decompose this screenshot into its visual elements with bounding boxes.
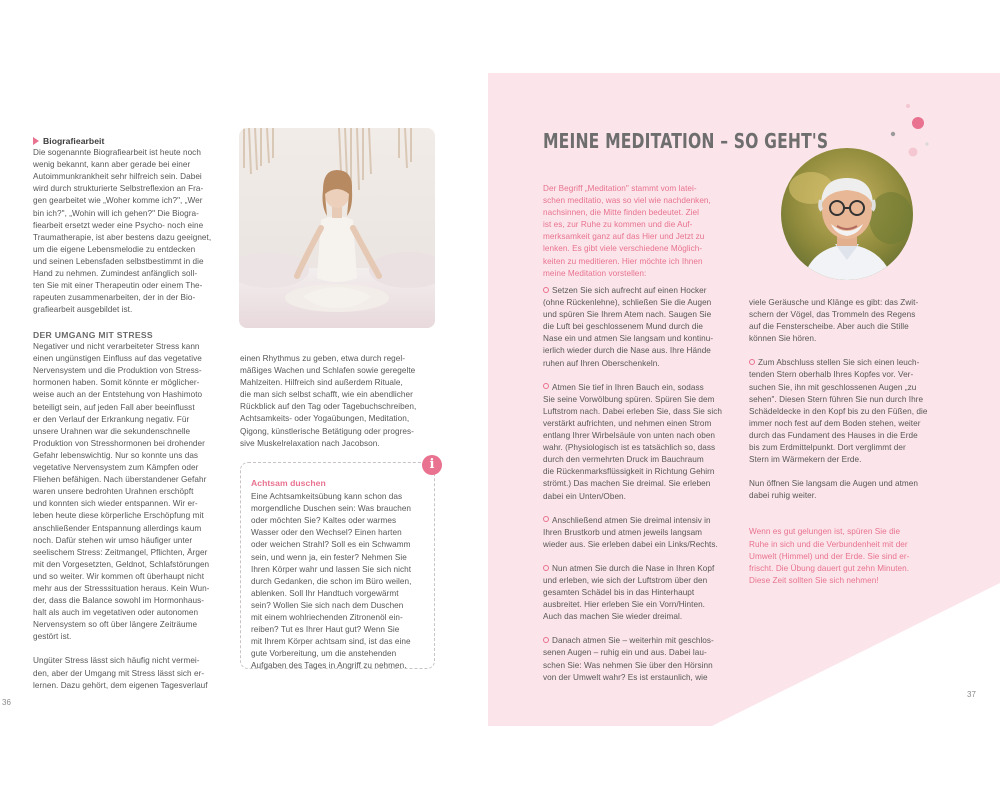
text-line <box>33 523 233 535</box>
text-line-content: rapeuten zusammenarbeiten, der in der Bio- <box>33 293 196 303</box>
middle-column <box>240 353 440 450</box>
text-line-content: Nervensystem und die Produktion von Stress- <box>33 366 202 376</box>
text-line <box>543 345 743 357</box>
text-line <box>240 377 440 389</box>
text-line <box>240 438 440 450</box>
text-line <box>251 515 424 527</box>
text-line <box>543 268 773 280</box>
text-line <box>749 563 949 575</box>
text-line-content: Hand zu nehmen. Zumindest anfänglich soll- <box>33 269 198 279</box>
text-line-content: Aufgaben des Tages in Angriff zu nehmen. <box>251 661 407 671</box>
text-line <box>543 183 773 195</box>
text-line-content: dabei ruhig weiter. <box>749 491 817 501</box>
info-icon: i <box>422 455 442 475</box>
text-line <box>251 491 424 503</box>
text-line-content: Atmen Sie tief in Ihren Bauch ein, sodass <box>552 382 704 392</box>
text-line <box>543 309 743 321</box>
text-line <box>749 406 949 418</box>
text-line-content: viele Geräusche und Klänge es gibt: das Zwit- <box>749 298 919 307</box>
text-line <box>33 668 233 680</box>
text-line <box>749 333 949 345</box>
text-line-content: Ruhe in sich und die Verbundenheit mit der <box>749 539 908 549</box>
meditation-step <box>543 285 743 370</box>
text-line <box>543 382 743 394</box>
text-line <box>749 575 949 587</box>
text-line-content: weise auch an der Entstehung von Hashimoto <box>33 390 203 400</box>
text-line <box>33 147 233 159</box>
triangle-arrow-icon <box>33 137 39 145</box>
text-line-content: Der Begriff „Meditation" stammt vom latei- <box>543 184 697 193</box>
text-line <box>33 547 233 559</box>
text-line-content: sein? Wollen Sie sich nach dem Duschen <box>251 600 404 610</box>
text-line-content: Achtsamkeits- oder Yogaübungen, Meditation, <box>240 414 410 424</box>
text-line-content: Ihren Körper wahr und lassen Sie sich nicht <box>251 564 412 574</box>
text-line <box>543 587 743 599</box>
text-line-content: anschließender Entspannung allerdings kaum <box>33 523 202 533</box>
text-line-content: ausbreitet. Hier erleben Sie ein Vorn/Hinten. <box>543 600 705 610</box>
text-line-content: morgendliche Duschen sein: Was brauchen <box>251 504 412 514</box>
text-line <box>251 636 424 648</box>
text-line-content: lenken. Es gibt viele verschiedene Möglich- <box>543 244 703 254</box>
text-line-content: wieder aus. Sie erleben dabei ein Links/Rechts. <box>543 539 718 549</box>
page-number-right: 37 <box>967 690 976 699</box>
text-line-content: und konnten sich wieder entspannen. Wir er- <box>33 499 198 509</box>
text-line <box>33 304 233 316</box>
decorative-dots <box>880 100 940 170</box>
text-line <box>543 207 773 219</box>
text-line <box>251 527 424 539</box>
text-line-content: Rückblick auf den Tag oder Tagebuchschreiben, <box>240 402 417 412</box>
text-line-content: einen Rhythmus zu geben, etwa durch regel- <box>240 354 406 363</box>
text-line <box>543 285 743 297</box>
text-line <box>749 297 949 309</box>
text-line-content: auf die Fensterscheibe. Aber auch die Stille <box>749 322 909 332</box>
text-line-content: halt als auch im vegetativen oder autonomen <box>33 608 199 618</box>
text-line-content: die Luft bei geschlossenem Mund durch die <box>543 322 703 332</box>
text-line <box>33 450 233 462</box>
text-line-content: lernen. Dazu gehört, dem eigenen Tagesverlauf <box>33 680 208 690</box>
text-line <box>543 539 743 551</box>
text-line <box>251 539 424 551</box>
text-line-content: tenden Stern oberhalb Ihres Kopfes vor. Ver- <box>749 370 914 380</box>
text-line <box>251 588 424 600</box>
text-line-content: strömt.) Das machen Sie dreimal. Sie erleben <box>543 479 711 489</box>
text-line-content: meine Meditation vorstellen: <box>543 268 647 278</box>
text-line-content: fiearbeit ersetzt weder eine Psycho- noch eine <box>33 220 204 230</box>
open-eyes-paragraph <box>749 478 949 502</box>
text-line <box>251 552 424 564</box>
text-line <box>749 526 949 538</box>
circle-bullet-icon <box>749 359 755 365</box>
text-line <box>33 426 233 438</box>
text-line-content: die Rückenmarksflüssigkeit in Richtung Gehirn <box>543 467 715 477</box>
text-line-content: sehen". Diesen Stern führen Sie nun durch Ihre <box>749 394 924 404</box>
text-line <box>543 297 743 309</box>
text-line <box>543 321 743 333</box>
bio-heading-text: Biografiearbeit <box>43 136 105 146</box>
text-line <box>543 478 743 490</box>
text-line <box>33 680 233 692</box>
text-line <box>33 498 233 510</box>
text-line-content: Autoimmunkrankheit sehr hilfreich sein. Dabei <box>33 172 202 182</box>
text-line <box>543 563 743 575</box>
text-line-content: können Sie hören. <box>749 334 817 344</box>
text-line <box>251 648 424 660</box>
text-line-content: bin ich?", „Wohin will ich gehen?" Die Biogra- <box>33 208 199 218</box>
text-line <box>543 406 743 418</box>
text-line <box>251 624 424 636</box>
text-line <box>543 575 743 587</box>
text-line-content: suchen Sie, ihn mit geschlossenen Augen „zu <box>749 382 917 392</box>
text-line <box>543 442 743 454</box>
page-title: MEINE MEDITATION – SO GEHT'S <box>543 129 829 153</box>
text-line-content: Luftstrom nach. Dabei erleben Sie, dass Sie sich <box>543 406 722 416</box>
text-line-content: Mahlzeiten. Hilfreich sind außerdem Rituale, <box>240 378 403 388</box>
text-line-content: Qigong, künstlerische Betätigung oder progres- <box>240 426 414 436</box>
text-line <box>33 208 233 220</box>
text-line <box>33 195 233 207</box>
meditation-step <box>543 382 743 503</box>
text-line-content: schern der Vögel, das Trommeln des Regens <box>749 310 916 320</box>
meditation-step <box>543 635 743 683</box>
text-line-content: sein, und wenn ja, ein fester? Nehmen Sie <box>251 552 407 562</box>
text-line-content: Produktion von Stresshormonen bei drohender <box>33 438 205 448</box>
middle-paragraph <box>240 353 440 450</box>
text-line-content: dabei ein Unten/Oben. <box>543 491 626 501</box>
text-line-content: reiben? Tut es Ihrer Haut gut? Wenn Sie <box>251 625 400 635</box>
text-line-content: ten Sie mit einer Therapeutin oder einem The- <box>33 281 203 291</box>
text-line <box>33 256 233 268</box>
text-line <box>251 600 424 612</box>
text-line <box>543 491 743 503</box>
text-line-content: beteiligt sein, auf jeden Fall aber beeinflusst <box>33 402 195 412</box>
text-line <box>33 183 233 195</box>
text-line-content: Umwelt (Himmel) und der Erde. Sie sind er- <box>749 551 910 561</box>
intro-section <box>543 183 773 280</box>
text-line-content: Diese Zeit sollten Sie sich nehmen! <box>749 575 879 585</box>
text-line <box>543 358 743 370</box>
info-box-title: Achtsam duschen <box>251 478 326 488</box>
text-line-content: Negativer und nicht verarbeiteter Stress kann <box>33 342 200 352</box>
text-line <box>749 454 949 466</box>
text-line <box>33 571 233 583</box>
text-line-content: Zum Abschluss stellen Sie sich einen leuch- <box>758 358 920 368</box>
text-line-content: Anschließend atmen Sie dreimal intensiv in <box>552 515 711 525</box>
text-line-content: durch Gedanken, die schon im Büro weilen, <box>251 576 412 586</box>
text-line-content: Wenn es gut gelungen ist, spüren Sie die <box>749 527 901 537</box>
text-line <box>240 353 440 365</box>
text-line <box>33 377 233 389</box>
text-line-content: Eine Achtsamkeitsübung kann schon das <box>251 492 403 502</box>
text-line <box>33 535 233 547</box>
text-line <box>543 635 743 647</box>
info-box-text <box>251 491 424 672</box>
text-line-content: schen Sie: Was nehmen Sie über den Hörsinn <box>543 660 713 670</box>
text-line-content: Die sogenannte Biografiearbeit ist heute noch <box>33 148 201 158</box>
circle-bullet-icon <box>543 565 549 571</box>
text-line <box>543 219 773 231</box>
text-line <box>543 672 743 684</box>
yoga-photo <box>239 128 435 328</box>
text-line <box>240 389 440 401</box>
text-line <box>33 510 233 522</box>
text-line-content: von der Umwelt wahr? Es ist erstaunlich, wie <box>543 672 708 682</box>
text-line <box>749 321 949 333</box>
text-line <box>240 365 440 377</box>
steps-column-2 <box>749 297 949 587</box>
text-line-content: einen ungünstigen Einfluss auf das vegetative <box>33 354 202 364</box>
meditation-step <box>543 563 743 623</box>
text-line-content: Schädeldecke in den Kopf bis zu den Füßen, die <box>749 406 928 416</box>
author-portrait <box>781 148 913 280</box>
text-line-content: ruhen auf Ihren Oberschenkeln. <box>543 358 660 368</box>
text-line <box>543 454 743 466</box>
text-line <box>543 394 743 406</box>
text-line <box>33 268 233 280</box>
text-line <box>251 564 424 576</box>
circle-bullet-icon <box>543 637 549 643</box>
text-line-content: hormonen haben. Somit könnte er möglicher- <box>33 378 200 388</box>
text-line-content: ist es, zur Ruhe zu kommen und die Auf- <box>543 220 693 230</box>
text-line <box>749 430 949 442</box>
text-line <box>543 418 743 430</box>
text-line <box>543 333 743 345</box>
text-line <box>33 414 233 426</box>
text-line <box>749 478 949 490</box>
text-line-content: die man sich selbst schafft, wie ein abendlicher <box>240 390 413 400</box>
text-line <box>543 647 743 659</box>
text-line-content: noch. Dafür stehen wir umso häufiger unter <box>33 535 193 545</box>
text-line-content: wenig bekannt, kann aber gerade bei einer <box>33 160 191 170</box>
text-line-content: Nun atmen Sie durch die Nase in Ihren Kopf <box>552 563 715 573</box>
text-line-content: Ihren Brustkorb und atmen jeweils langsam <box>543 527 703 537</box>
stress-heading: DER UMGANG MIT STRESS <box>33 330 153 340</box>
info-box <box>240 457 435 671</box>
circle-bullet-icon <box>543 287 549 293</box>
text-line-content: mäßiges Wachen und Schlafen sowie geregelte <box>240 366 416 376</box>
text-line <box>749 490 949 502</box>
text-line-content: nachsinnen, die Mitte finden bedeutet. Ziel <box>543 208 699 218</box>
text-line <box>543 466 743 478</box>
text-line-content: immer noch fest auf dem Boden stehen, weiter <box>749 418 921 428</box>
text-line <box>33 220 233 232</box>
text-line <box>33 486 233 498</box>
text-line <box>543 243 773 255</box>
text-line <box>251 503 424 515</box>
text-line-content: gesamten Schädel bis in das Hinterhaupt <box>543 588 695 598</box>
text-line <box>33 244 233 256</box>
text-line-content: verstärkt aufrichten, und nehmen einen Strom <box>543 418 712 428</box>
text-line-content: Nervensystem so oft über längere Zeiträume <box>33 620 198 630</box>
text-line <box>749 418 949 430</box>
text-line <box>33 631 233 643</box>
text-line-content: Setzen Sie sich aufrecht auf einen Hocker <box>552 286 707 295</box>
text-line <box>33 474 233 486</box>
text-line-content: frischt. Die Übung dauert gut zehn Minuten. <box>749 563 910 573</box>
text-line <box>543 527 743 539</box>
text-line-content: gute Vorbereitung, um die anstehenden <box>251 649 397 659</box>
text-line-content: und spüren Sie Ihrem Atem nach. Saugen Sie <box>543 310 712 320</box>
text-line <box>33 462 233 474</box>
text-line-content: Nase ein und atmen Sie langsam und kontinu- <box>543 334 714 344</box>
text-line <box>33 292 233 304</box>
bio-paragraph <box>33 147 233 316</box>
text-line-content: grafiearbeit ausgebildet ist. <box>33 305 133 315</box>
intro-paragraph <box>543 183 773 280</box>
text-line-content: Auch das machen Sie wieder dreimal. <box>543 612 683 622</box>
text-line-content: oder möchten Sie? Kaltes oder warmes <box>251 516 397 526</box>
text-line <box>33 353 233 365</box>
text-line <box>240 426 440 438</box>
text-line <box>33 389 233 401</box>
text-line-content: Fliehen befähigen. Nach überstandener Gefahr <box>33 475 207 485</box>
text-line-content: Sie seine Vorwölbung spüren. Spüren Sie dem <box>543 394 715 404</box>
text-line <box>33 595 233 607</box>
text-line-content: seelischem Stress: Zeitmangel, Pflichten, Ärger <box>33 547 208 557</box>
text-line <box>543 430 743 442</box>
text-line <box>33 438 233 450</box>
text-line-content: mit Ihrem Körper achtsam sind, ist das eine <box>251 637 411 647</box>
text-line-content: Nun öffnen Sie langsam die Augen und atmen <box>749 479 919 489</box>
text-line-content: Gefahr lebenswichtig. Nur so konnte uns das <box>33 450 199 460</box>
text-line <box>251 612 424 624</box>
text-line <box>749 369 949 381</box>
text-line-content: durch das Fundament des Hauses in die Erde <box>749 430 918 440</box>
text-line-content: um die eigene Lebensmelodie zu entdecken <box>33 244 196 254</box>
bio-heading <box>33 135 233 147</box>
text-line <box>33 280 233 292</box>
text-line-content: er den Verlauf der Erkrankung negativ. Für <box>33 414 190 424</box>
text-line <box>251 576 424 588</box>
text-line <box>33 171 233 183</box>
text-line-content: der, dass die Balance sowohl im Hormonhaus- <box>33 596 204 606</box>
text-line <box>543 599 743 611</box>
text-line-content: mit einem wohlriechenden Zitronenöl ein- <box>251 613 403 623</box>
text-line-content: keiten zu meditieren. Hier möchte ich Ihnen <box>543 256 703 266</box>
text-line <box>240 413 440 425</box>
text-line-content: ablenken. Soll Ihr Handtuch vorgewärmt <box>251 588 399 598</box>
closing-paragraph <box>749 526 949 586</box>
text-line-content: mit den Vorgesetzten, Geldnot, Schlafstörungen <box>33 559 210 569</box>
text-line-content: oder weichen Strahl? Soll es ein Schwamm <box>251 540 411 550</box>
steps-column-1 <box>543 285 743 696</box>
page-number-left: 36 <box>2 698 11 707</box>
text-line-content: schen meditatio, was so viel wie nachdenken, <box>543 196 711 206</box>
stress-paragraph-2 <box>33 655 233 691</box>
meditation-steps <box>543 285 743 684</box>
text-line <box>749 551 949 563</box>
circle-bullet-icon <box>543 383 549 389</box>
text-line-content: Traumatherapie, ist aber bestens dazu geeignet, <box>33 232 212 242</box>
text-line <box>33 559 233 571</box>
text-line-content: leben heute diese körperliche Erschöpfung mit <box>33 511 204 521</box>
sounds-paragraph <box>749 297 949 345</box>
text-line <box>33 159 233 171</box>
bio-section <box>33 135 233 316</box>
text-line-content: waren unsere bedrohten Urahnen erschöpft <box>33 487 194 497</box>
stress-paragraph <box>33 341 233 643</box>
text-line-content: Ungüter Stress lässt sich häufig nicht vermei- <box>33 656 200 666</box>
text-line-content: ierlich wieder durch die Nase aus. Ihre Hände <box>543 346 711 356</box>
text-line-content: vegetative Nervensystem zum Kämpfen oder <box>33 463 199 473</box>
text-line <box>33 365 233 377</box>
text-line <box>543 660 743 672</box>
text-line <box>33 655 233 667</box>
text-line <box>543 515 743 527</box>
meditation-step-6 <box>749 357 949 466</box>
text-line-content: Danach atmen Sie – weiterhin mit geschlos- <box>552 636 714 646</box>
text-line-content: den, aber der Umgang mit Stress lässt sich er- <box>33 668 205 678</box>
text-line-content: gen gearbeitet wie „Woher komme ich?", „Wer <box>33 196 203 206</box>
text-line-content: bis zum Erdmittelpunkt. Dort verglimmt der <box>749 443 906 453</box>
text-line-content: Wasser oder den Wechsel? Einen harten <box>251 528 402 538</box>
text-line <box>33 232 233 244</box>
text-line-content: (ohne Rückenlehne), schließen Sie die Augen <box>543 298 712 308</box>
text-line <box>543 256 773 268</box>
text-line <box>240 401 440 413</box>
text-line <box>749 357 949 369</box>
text-line <box>749 442 949 454</box>
text-line <box>251 660 424 672</box>
meditation-step <box>543 515 743 551</box>
text-line-content: sive Muskelrelaxation nach Jacobson. <box>240 438 380 448</box>
text-line-content: und seinen Lebensfaden selbstbestimmt in die <box>33 256 204 266</box>
text-line-content: wird durch strukturierte Selbstreflexion an Fra- <box>33 184 204 194</box>
text-line <box>33 607 233 619</box>
text-line <box>749 309 949 321</box>
stress-section <box>33 329 233 692</box>
text-line-content: wahr. (Physiologisch ist es tatsächlich so, dass <box>543 443 716 453</box>
text-line-content: Stern im Wärmekern der Erde. <box>749 455 862 465</box>
text-line <box>749 394 949 406</box>
text-line <box>543 195 773 207</box>
text-line-content: und so weiter. Wir kommen oft überhaupt nicht <box>33 571 205 581</box>
text-line-content: merksamkeit ganz auf das Hier und Jetzt zu <box>543 232 705 242</box>
text-line-content: unsere Urahnen war die sekundenschnelle <box>33 426 191 436</box>
text-line <box>543 231 773 243</box>
text-line <box>33 619 233 631</box>
text-line <box>33 402 233 414</box>
text-line <box>749 382 949 394</box>
text-line <box>33 583 233 595</box>
text-line-content: mehr aus der Stresssituation heraus. Kein Wun- <box>33 583 210 593</box>
text-line <box>543 611 743 623</box>
text-line <box>33 341 233 353</box>
circle-bullet-icon <box>543 516 549 522</box>
text-line-content: senen Augen – ruhig ein und aus. Dabei lau- <box>543 648 707 658</box>
text-line-content: entlang Ihrer Wirbelsäule von unten nach oben <box>543 431 716 441</box>
text-line-content: gestört ist. <box>33 632 72 642</box>
text-line-content: und erleben, wie sich der Luftstrom über den <box>543 575 708 585</box>
text-line-content: durch den vermehrten Druck im Bauchraum <box>543 455 704 465</box>
text-line <box>749 539 949 551</box>
